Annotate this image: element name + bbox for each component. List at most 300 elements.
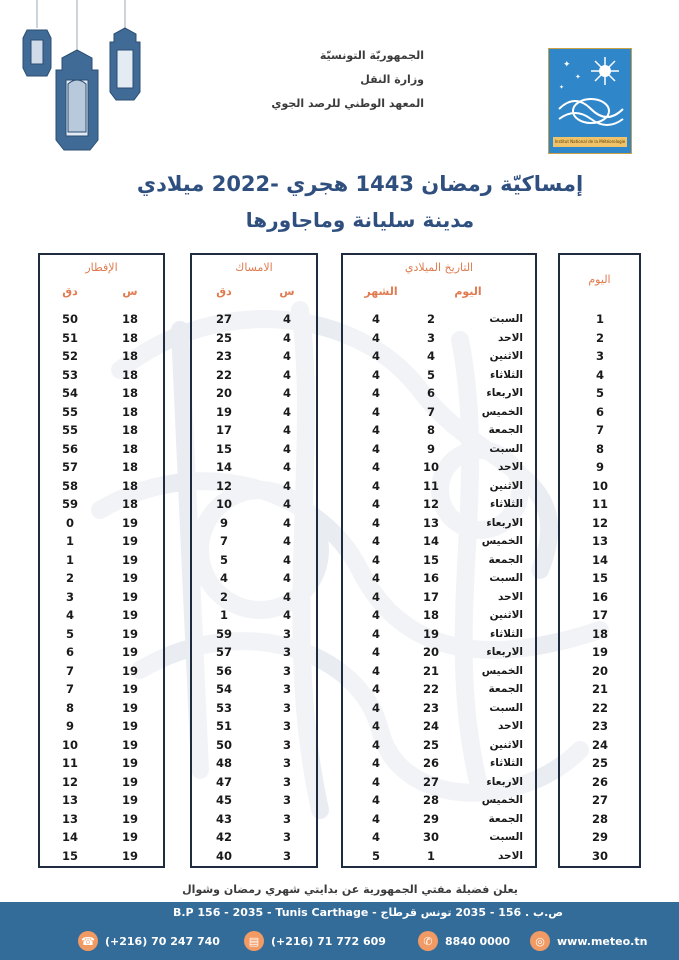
weekday-name: السبت — [489, 313, 523, 325]
table-row — [343, 847, 535, 866]
table-row — [40, 421, 163, 440]
weekday-name: الاربعاء — [486, 646, 523, 658]
table-row — [343, 773, 535, 792]
imsak-minute: 59 — [215, 626, 232, 641]
table-row — [192, 847, 316, 866]
imsak-minute-header: دق — [216, 285, 232, 298]
imsak-minute: 53 — [215, 700, 232, 715]
weekday-name: الاثنين — [489, 350, 523, 362]
ramadan-day-number: 7 — [595, 423, 604, 437]
table-row — [192, 477, 316, 496]
imsak-minute: 14 — [215, 460, 232, 474]
iftar-hour: 19 — [121, 682, 138, 696]
imsak-minute: 48 — [215, 756, 232, 770]
day-of-month: 25 — [422, 737, 439, 752]
iftar-hour: 19 — [121, 626, 138, 641]
day-of-month: 9 — [426, 441, 435, 456]
weekday-name: الجمعة — [488, 812, 523, 825]
imsak-minute: 54 — [215, 682, 232, 696]
table-row — [40, 458, 163, 477]
table-row — [40, 310, 163, 329]
day-of-month: 20 — [422, 645, 439, 659]
table-row — [40, 514, 163, 533]
table-row — [560, 791, 639, 810]
month-number: 4 — [371, 460, 380, 474]
weekday-name: الجمعة — [488, 424, 523, 436]
month-number: 4 — [371, 515, 380, 530]
table-row — [343, 421, 535, 440]
iftar-minute: 55 — [61, 404, 78, 419]
table-row — [192, 662, 316, 681]
imsak-hour: 4 — [282, 460, 291, 474]
table-row — [192, 514, 316, 533]
ramadan-day-number: 29 — [591, 830, 608, 844]
inm-logo — [548, 48, 632, 154]
iftar-hour: 18 — [121, 423, 138, 437]
iftar-minute: 13 — [61, 793, 78, 807]
imsak-minute: 43 — [215, 811, 232, 826]
table-row — [343, 514, 535, 533]
imsak-minute: 27 — [215, 312, 232, 326]
imsak-hour: 4 — [282, 386, 291, 400]
table-row — [343, 384, 535, 403]
gregorian-month-header: الشهر — [364, 285, 398, 298]
table-row — [40, 403, 163, 422]
weekday-name: الاثنين — [489, 738, 523, 751]
iftar-hour: 18 — [121, 312, 138, 326]
iftar-hour: 19 — [121, 571, 138, 585]
day-of-month: 17 — [422, 589, 439, 604]
month-number: 4 — [371, 312, 380, 326]
iftar-hour: 18 — [121, 330, 138, 345]
ramadan-day-number: 1 — [595, 312, 604, 326]
weekday-name: السبت — [489, 442, 523, 455]
svg-text:✦: ✦ — [563, 60, 571, 70]
month-number: 4 — [371, 626, 380, 641]
table-row — [343, 458, 535, 477]
month-number: 5 — [371, 848, 380, 863]
imsak-minute: 19 — [215, 404, 232, 419]
iftar-hour: 18 — [121, 460, 138, 474]
month-number: 4 — [371, 608, 380, 622]
day-of-month: 7 — [426, 404, 435, 419]
weekday-name: الخميس — [481, 535, 523, 547]
imsak-minute: 1 — [219, 608, 228, 622]
table-row — [192, 625, 316, 644]
imsak-hour: 3 — [282, 811, 291, 826]
table-row — [40, 551, 163, 570]
day-column — [558, 253, 641, 868]
imsak-hour: 3 — [282, 663, 291, 678]
phone-icon: ☎ — [78, 931, 98, 951]
table-row — [343, 569, 535, 588]
table-row — [40, 532, 163, 551]
ramadan-day-number: 13 — [591, 534, 608, 548]
ramadan-day-number: 14 — [591, 552, 608, 567]
table-row — [192, 828, 316, 847]
iftar-hour: 19 — [121, 774, 138, 789]
contact-fax — [244, 930, 386, 952]
iftar-title: الإفطار — [85, 261, 118, 274]
table-row — [343, 625, 535, 644]
imsak-hour: 3 — [282, 830, 291, 844]
weekday-name: الثلاثاء — [489, 368, 523, 381]
imsak-hour: 4 — [282, 441, 291, 456]
iftar-minute: 52 — [61, 349, 78, 363]
table-row — [192, 384, 316, 403]
globe-icon: ◎ — [530, 931, 550, 951]
iftar-minute: 11 — [61, 756, 78, 770]
table-row — [343, 791, 535, 810]
weekday-name: الخميس — [481, 664, 523, 677]
month-number: 4 — [371, 441, 380, 456]
day-of-month: 19 — [422, 626, 439, 641]
table-row — [343, 643, 535, 662]
day-rows — [560, 310, 639, 865]
table-row — [40, 810, 163, 829]
table-row — [40, 662, 163, 681]
weekday-name: الاربعاء — [486, 516, 523, 529]
month-number: 4 — [371, 478, 380, 493]
gregorian-column — [341, 253, 537, 868]
imsak-hour-header: س — [279, 285, 295, 298]
ramadan-day-number: 25 — [591, 756, 608, 770]
iftar-minute: 3 — [65, 589, 74, 604]
imsak-minute: 5 — [219, 552, 228, 567]
iftar-hour: 19 — [121, 719, 138, 733]
table-row — [192, 754, 316, 773]
imsak-minute: 23 — [215, 349, 232, 363]
day-of-month: 16 — [422, 571, 439, 585]
weekday-name: الاثنين — [489, 479, 523, 492]
day-of-month: 6 — [426, 386, 435, 400]
table-row — [560, 458, 639, 477]
imsak-hour: 3 — [282, 626, 291, 641]
imsak-minute: 2 — [219, 589, 228, 604]
weekday-name: الخميس — [481, 405, 523, 418]
ramadan-day-number: 11 — [591, 497, 608, 511]
imsak-minute: 20 — [215, 386, 232, 400]
imsak-column — [190, 253, 318, 868]
weekday-name: الاثنين — [489, 609, 523, 621]
page-subtitle: مدينة سليانة وماجاورها — [245, 208, 475, 232]
table-row — [192, 643, 316, 662]
imsak-hour: 4 — [282, 349, 291, 363]
table-row — [343, 310, 535, 329]
table-row — [560, 477, 639, 496]
imsak-hour: 4 — [282, 571, 291, 585]
table-row — [192, 717, 316, 736]
table-row — [40, 329, 163, 348]
iftar-minute: 50 — [61, 312, 78, 326]
table-row — [343, 532, 535, 551]
day-of-month: 30 — [422, 830, 439, 844]
table-row — [192, 421, 316, 440]
imsak-hour: 4 — [282, 589, 291, 604]
ramadan-day-number: 27 — [591, 793, 608, 807]
svg-text:✦: ✦ — [559, 84, 565, 91]
imsak-minute: 12 — [215, 478, 232, 493]
iftar-hour: 19 — [121, 737, 138, 752]
header-ministry: وزارة النقل — [360, 73, 424, 86]
table-row — [192, 699, 316, 718]
header-institute: المعهد الوطني للرصد الجوي — [271, 97, 424, 110]
phone-number: (+216) 70 247 740 — [105, 934, 220, 948]
short-number: 8840 0000 — [445, 934, 511, 948]
iftar-minute: 59 — [61, 497, 78, 511]
ramadan-day-number: 15 — [591, 571, 608, 585]
month-number: 4 — [371, 682, 380, 696]
table-row — [192, 329, 316, 348]
imsak-hour: 4 — [282, 552, 291, 567]
table-row — [40, 736, 163, 755]
weekday-name: الثلاثاء — [489, 498, 523, 510]
day-of-month: 26 — [422, 756, 439, 770]
ramadan-day-number: 17 — [591, 608, 608, 622]
table-row — [560, 421, 639, 440]
ramadan-day-number: 24 — [591, 737, 608, 752]
table-row — [343, 828, 535, 847]
month-number: 4 — [371, 386, 380, 400]
weekday-name: الجمعة — [488, 683, 523, 695]
table-row — [560, 532, 639, 551]
table-row — [192, 347, 316, 366]
imsak-hour: 4 — [282, 497, 291, 511]
imsak-minute: 15 — [215, 441, 232, 456]
svg-text:✦: ✦ — [575, 73, 581, 81]
month-number: 4 — [371, 349, 380, 363]
table-row — [192, 495, 316, 514]
weekday-name: الثلاثاء — [489, 757, 523, 769]
iftar-minute: 1 — [65, 552, 74, 567]
month-number: 4 — [371, 793, 380, 807]
table-row — [560, 384, 639, 403]
day-of-month: 21 — [422, 663, 439, 678]
imsak-minute: 17 — [215, 423, 232, 437]
iftar-hour-header: س — [122, 285, 138, 298]
iftar-hour: 19 — [121, 663, 138, 678]
table-row — [343, 588, 535, 607]
ramadan-day-number: 23 — [591, 719, 608, 733]
fax-icon: ▤ — [244, 931, 264, 951]
table-row — [192, 773, 316, 792]
month-number: 4 — [371, 830, 380, 844]
imsak-hour: 3 — [282, 645, 291, 659]
table-row — [343, 662, 535, 681]
iftar-minute: 53 — [61, 367, 78, 382]
contact-short — [418, 930, 510, 952]
table-row — [192, 440, 316, 459]
table-row — [560, 680, 639, 699]
imsak-minute: 22 — [215, 367, 232, 382]
day-of-month: 14 — [422, 534, 439, 548]
table-row — [40, 440, 163, 459]
table-row — [343, 551, 535, 570]
table-row — [40, 588, 163, 607]
month-number: 4 — [371, 330, 380, 345]
table-row — [40, 699, 163, 718]
table-row — [192, 680, 316, 699]
ramadan-day-number: 30 — [591, 848, 608, 863]
table-row — [192, 310, 316, 329]
imsak-hour: 4 — [282, 312, 291, 326]
imsak-minute: 57 — [215, 645, 232, 659]
iftar-minute: 12 — [61, 774, 78, 789]
day-of-month: 10 — [422, 460, 439, 474]
iftar-minute: 7 — [65, 663, 74, 678]
month-number: 4 — [371, 404, 380, 419]
month-number: 4 — [371, 774, 380, 789]
iftar-minute: 7 — [65, 682, 74, 696]
table-row — [560, 310, 639, 329]
table-row — [40, 643, 163, 662]
iftar-minute: 58 — [61, 478, 78, 493]
weekday-name: الاربعاء — [486, 387, 523, 399]
iftar-hour: 18 — [121, 367, 138, 382]
day-title: اليوم — [588, 273, 611, 286]
table-row — [192, 791, 316, 810]
table-row — [560, 403, 639, 422]
table-row — [343, 606, 535, 625]
table-row — [560, 773, 639, 792]
imsak-hour: 3 — [282, 719, 291, 733]
iftar-hour: 19 — [121, 515, 138, 530]
ramadan-day-number: 16 — [591, 589, 608, 604]
imsak-minute: 56 — [215, 663, 232, 678]
table-row — [343, 810, 535, 829]
table-row — [560, 606, 639, 625]
contact-website — [530, 930, 647, 952]
header-republic: الجمهوريّة التونسيّة — [319, 49, 424, 62]
month-number: 4 — [371, 663, 380, 678]
table-row — [343, 440, 535, 459]
table-row — [192, 458, 316, 477]
month-number: 4 — [371, 589, 380, 604]
iftar-hour: 18 — [121, 441, 138, 456]
page-title: إمساكيّة رمضان 1443 هجري -2022 ميلادي — [136, 172, 584, 196]
iftar-column — [38, 253, 165, 868]
month-number: 4 — [371, 719, 380, 733]
day-of-month: 13 — [422, 515, 439, 530]
iftar-hour: 19 — [121, 589, 138, 604]
weekday-name: السبت — [489, 701, 523, 714]
imsak-hour: 3 — [282, 737, 291, 752]
iftar-minute: 13 — [61, 811, 78, 826]
ramadan-day-number: 20 — [591, 663, 608, 678]
table-row — [560, 828, 639, 847]
iftar-hour: 18 — [121, 349, 138, 363]
iftar-minute: 51 — [61, 330, 78, 345]
day-of-month: 2 — [426, 312, 435, 326]
iftar-minute: 10 — [61, 737, 78, 752]
imsak-hour: 4 — [282, 404, 291, 419]
iftar-minute: 14 — [61, 830, 78, 844]
table-row — [560, 514, 639, 533]
day-of-month: 29 — [422, 811, 439, 826]
day-of-month: 22 — [422, 682, 439, 696]
imsak-hour: 4 — [282, 423, 291, 437]
iftar-hour: 19 — [121, 830, 138, 844]
iftar-hour: 19 — [121, 534, 138, 548]
imsak-hour: 3 — [282, 793, 291, 807]
day-of-month: 27 — [422, 774, 439, 789]
weekday-name: الاحد — [497, 720, 523, 732]
month-number: 4 — [371, 645, 380, 659]
iftar-hour: 19 — [121, 552, 138, 567]
day-of-month: 18 — [422, 608, 439, 622]
iftar-minute: 57 — [61, 460, 78, 474]
table-row — [40, 717, 163, 736]
imsak-hour: 4 — [282, 478, 291, 493]
imsak-hour: 3 — [282, 700, 291, 715]
day-of-month: 8 — [426, 423, 435, 437]
table-row — [560, 440, 639, 459]
table-row — [40, 773, 163, 792]
weekday-name: الاحد — [497, 849, 523, 862]
imsak-minute: 9 — [219, 515, 228, 530]
table-row — [343, 366, 535, 385]
table-row — [40, 569, 163, 588]
table-row — [560, 717, 639, 736]
table-row — [560, 643, 639, 662]
ramadan-day-number: 9 — [595, 460, 604, 474]
day-of-month: 15 — [422, 552, 439, 567]
imsak-minute: 4 — [219, 571, 228, 585]
table-row — [560, 736, 639, 755]
weekday-name: الاربعاء — [486, 775, 523, 788]
table-row — [560, 347, 639, 366]
table-row — [40, 625, 163, 644]
imsak-minute: 47 — [215, 774, 232, 789]
logo-emblem — [549, 49, 633, 139]
iftar-minute-header: دق — [62, 285, 78, 298]
ramadan-day-number: 19 — [591, 645, 608, 659]
table-row — [40, 606, 163, 625]
imsak-hour: 3 — [282, 682, 291, 696]
ramadan-day-number: 3 — [595, 349, 604, 363]
iftar-hour: 18 — [121, 497, 138, 511]
table-row — [40, 366, 163, 385]
logo-caption: Institut National de la Météorologie — [553, 137, 627, 147]
mufti-announcement: يعلن فضيلة مفتي الجمهورية عن بدايتي شهري رمضان وشوال — [182, 883, 518, 896]
website-link[interactable]: www.meteo.tn — [557, 934, 648, 948]
imsak-hour: 3 — [282, 774, 291, 789]
table-row — [560, 810, 639, 829]
table-row — [40, 847, 163, 866]
weekday-name: السبت — [489, 572, 523, 584]
iftar-hour: 18 — [121, 404, 138, 419]
iftar-minute: 15 — [61, 848, 78, 863]
day-of-month: 23 — [422, 700, 439, 715]
table-row — [560, 699, 639, 718]
weekday-name: الاحد — [497, 461, 523, 473]
table-row — [560, 662, 639, 681]
imsak-hour: 4 — [282, 608, 291, 622]
ramadan-day-number: 26 — [591, 774, 608, 789]
ramadan-day-number: 21 — [591, 682, 608, 696]
ramadan-day-number: 12 — [591, 515, 608, 530]
imsak-minute: 7 — [219, 534, 228, 548]
iftar-minute: 9 — [65, 719, 74, 733]
iftar-hour: 19 — [121, 811, 138, 826]
mobile-icon: ✆ — [418, 931, 438, 951]
table-row — [40, 754, 163, 773]
month-number: 4 — [371, 534, 380, 548]
table-row — [192, 810, 316, 829]
imsak-minute: 45 — [215, 793, 232, 807]
table-row — [40, 477, 163, 496]
imsak-hour: 3 — [282, 756, 291, 770]
